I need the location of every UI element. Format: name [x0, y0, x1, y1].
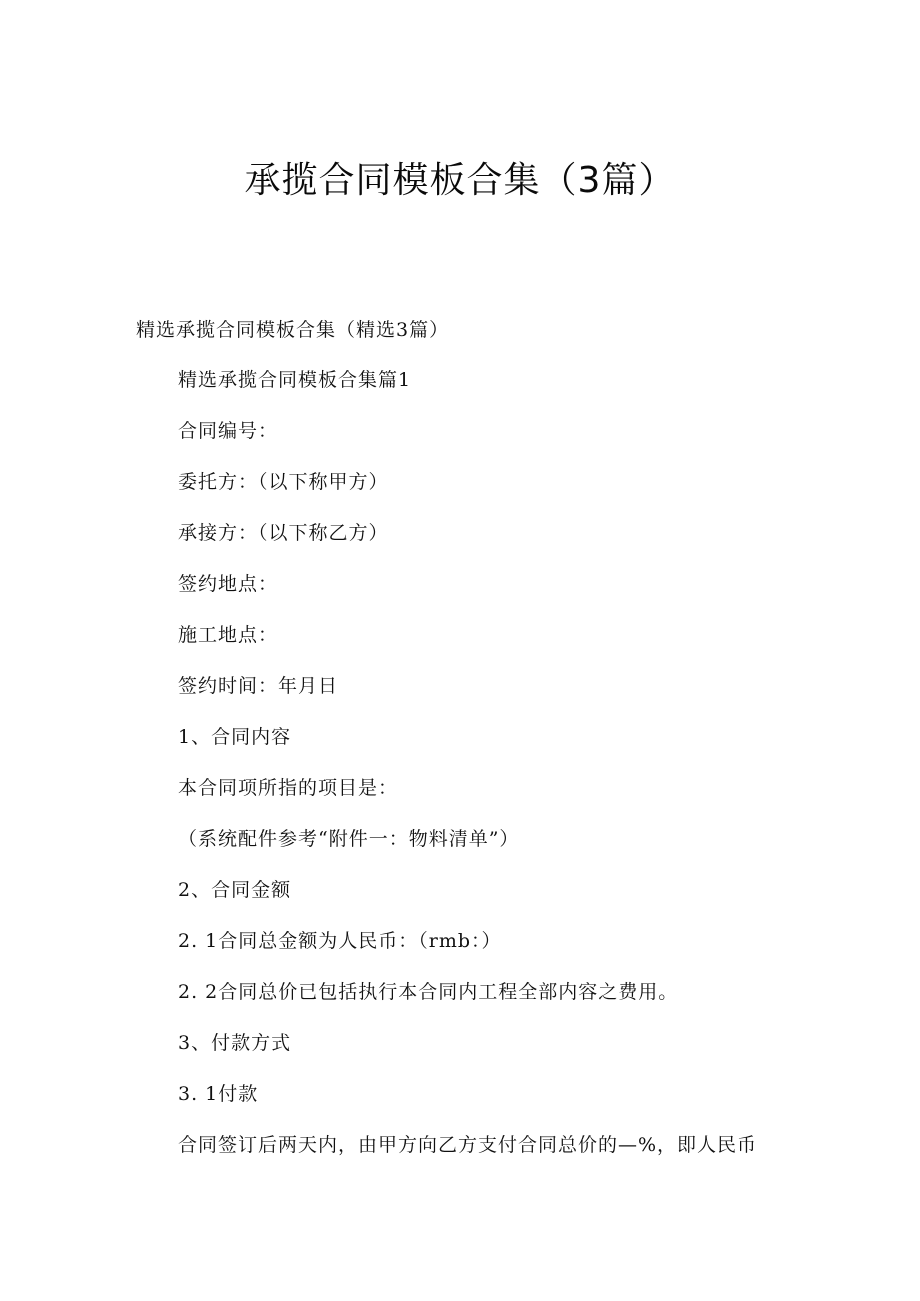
signing-place-line: 签约地点：: [178, 573, 279, 595]
contract-number-line: 合同编号：: [178, 420, 279, 442]
signing-date-line: 签约时间：年月日: [178, 675, 339, 697]
construction-site-line: 施工地点：: [178, 624, 279, 646]
document-body: [178, 366, 878, 1182]
client-party-line: 委托方：（以下称甲方）: [178, 471, 389, 493]
paragraph: 合同签订后两天内，由甲方向乙方支付合同总价的—%，即人民币: [178, 1134, 758, 1156]
document-subtitle: 精选承揽合同模板合集（精选3篇）: [136, 319, 450, 341]
document-title: 承揽合同模板合集（3篇）: [244, 160, 676, 201]
paragraph: （系统配件参考“附件一：物料清单”）: [178, 828, 520, 850]
paragraph: 3. 1付款: [178, 1083, 259, 1105]
paragraph: 2. 1合同总金额为人民币：（rmb：）: [178, 930, 502, 952]
clause-heading: 1、合同内容: [178, 726, 292, 748]
paragraph: 2. 2合同总价已包括执行本合同内工程全部内容之费用。: [178, 981, 679, 1003]
contractor-party-line: 承接方：（以下称乙方）: [178, 522, 389, 544]
clause-heading: 2、合同金额: [178, 879, 292, 901]
paragraph: 本合同项所指的项目是：: [178, 777, 399, 799]
section-heading: 精选承揽合同模板合集篇1: [178, 369, 412, 391]
clause-heading: 3、付款方式: [178, 1032, 292, 1054]
